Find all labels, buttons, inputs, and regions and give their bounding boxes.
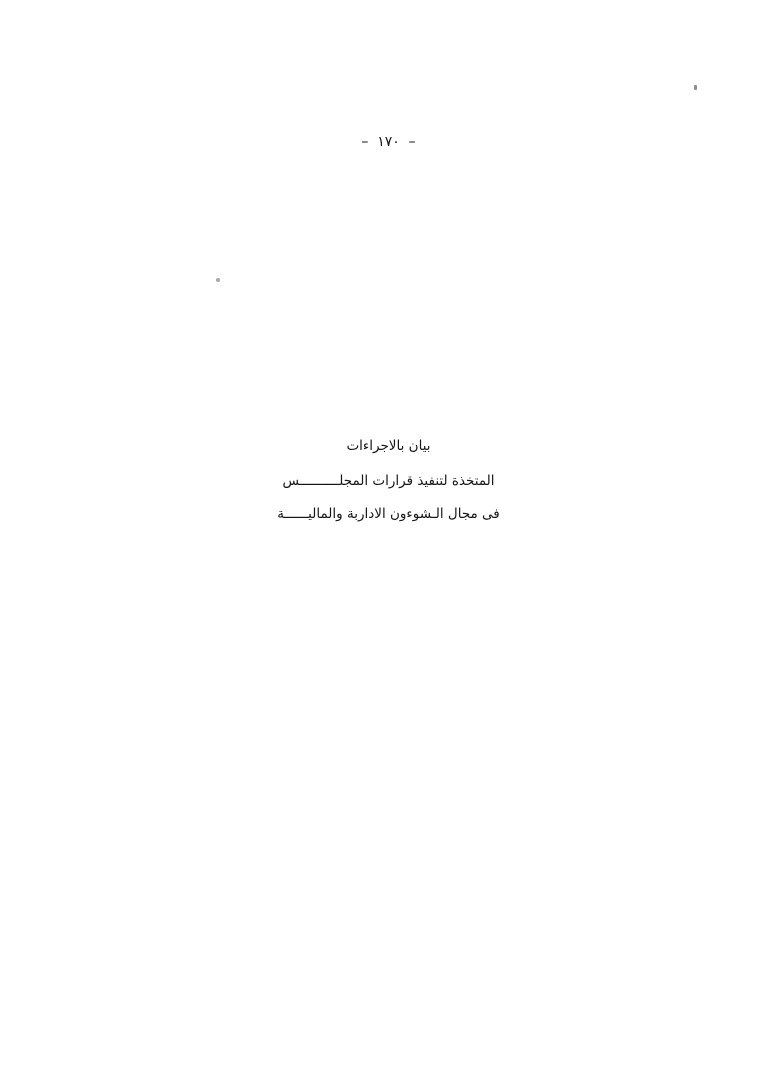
- page-number: – ١٧٠ –: [361, 134, 416, 150]
- scan-speck-icon: [694, 85, 697, 90]
- title-line-3: فى مجال الـشوءون الاداربة والماليــــــة: [277, 506, 500, 522]
- scan-speck-icon: [216, 278, 220, 282]
- title-line-2: المتخذة لتنفيذ قرارات المجلــــــــــس: [282, 472, 495, 489]
- section-title-block: [0, 440, 777, 522]
- title-line-1: بيان بالاجراءات: [346, 438, 431, 454]
